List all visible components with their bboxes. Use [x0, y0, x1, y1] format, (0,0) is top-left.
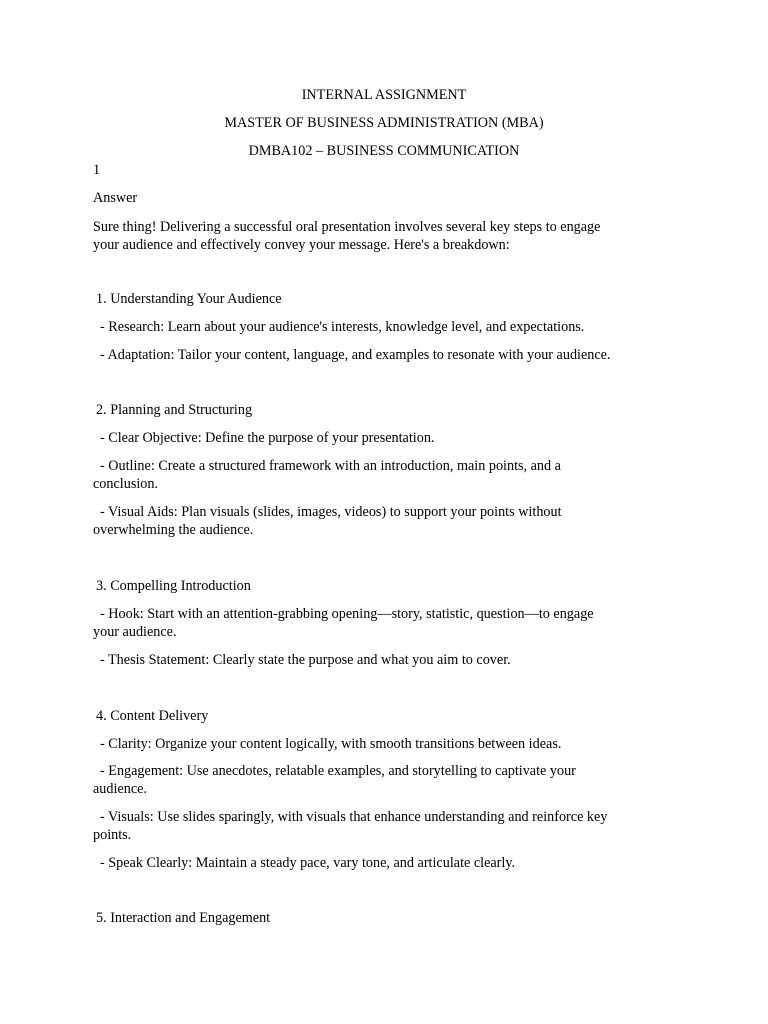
bullet-point: - Outline: Create a structured framework with an introduction, main points, and a — [100, 458, 561, 474]
bullet-point: - Visuals: Use slides sparingly, with visuals that enhance understanding and reinforce key — [100, 809, 608, 825]
bullet-point: - Visual Aids: Plan visuals (slides, images, videos) to support your points without — [100, 504, 562, 520]
section-heading: 5. Interaction and Engagement — [96, 910, 271, 926]
bullet-point-continuation: conclusion. — [93, 476, 159, 492]
section-heading: 3. Compelling Introduction — [96, 578, 251, 594]
course-name: DMBA102 – BUSINESS COMMUNICATION — [248, 143, 520, 159]
bullet-point: - Clarity: Organize your content logically, with smooth transitions between ideas. — [100, 736, 562, 752]
bullet-point: - Research: Learn about your audience's interests, knowledge level, and expectations. — [100, 319, 585, 335]
intro-line: your audience and effectively convey your message. Here's a breakdown: — [93, 237, 510, 253]
section-heading: 2. Planning and Structuring — [96, 402, 253, 418]
bullet-point: - Hook: Start with an attention-grabbing opening—story, statistic, question—to engage — [100, 606, 594, 622]
bullet-point: - Adaptation: Tailor your content, language, and examples to resonate with your audience. — [100, 347, 611, 363]
bullet-point-continuation: your audience. — [93, 624, 177, 640]
bullet-point-continuation: points. — [93, 827, 132, 843]
question-number: 1 — [93, 162, 101, 178]
answer-label: Answer — [93, 190, 138, 206]
bullet-point: - Speak Clearly: Maintain a steady pace, vary tone, and articulate clearly. — [100, 855, 516, 871]
intro-line: Sure thing! Delivering a successful oral presentation involves several key steps to engage — [93, 219, 601, 235]
program-name: MASTER OF BUSINESS ADMINISTRATION (MBA) — [224, 115, 544, 131]
assignment-title: INTERNAL ASSIGNMENT — [301, 87, 467, 103]
section-heading: 4. Content Delivery — [96, 708, 209, 724]
bullet-point: - Thesis Statement: Clearly state the purpose and what you aim to cover. — [100, 652, 511, 668]
bullet-point: - Engagement: Use anecdotes, relatable examples, and storytelling to captivate your — [100, 763, 576, 779]
bullet-point-continuation: overwhelming the audience. — [93, 522, 254, 538]
bullet-point: - Clear Objective: Define the purpose of your presentation. — [100, 430, 435, 446]
section-heading: 1. Understanding Your Audience — [96, 291, 282, 307]
bullet-point-continuation: audience. — [93, 781, 147, 797]
